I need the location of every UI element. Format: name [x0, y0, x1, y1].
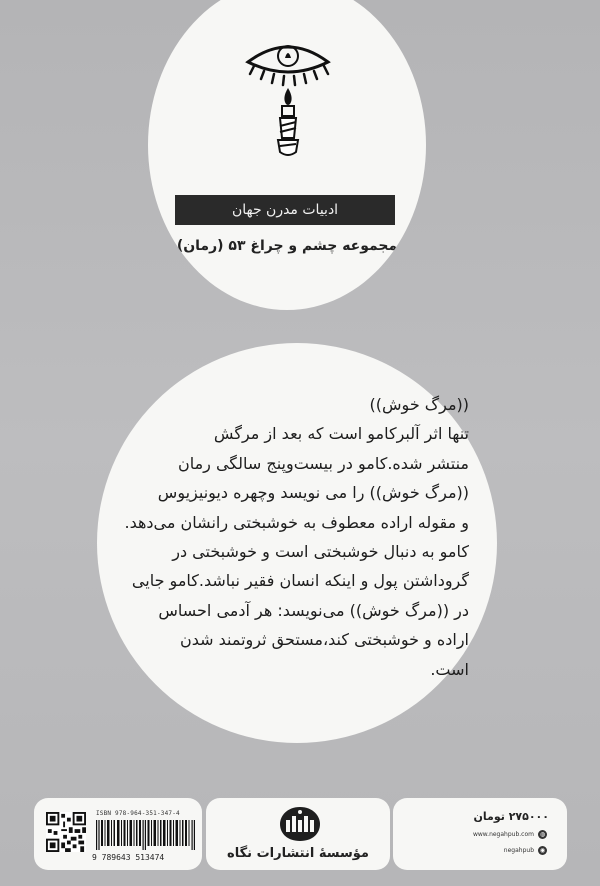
- publisher-name: مؤسسهٔ انتشارات نگاه: [227, 846, 369, 861]
- social-handle: negahpub: [503, 847, 534, 854]
- barcode-panel: [34, 798, 202, 870]
- instagram-icon: ◉: [539, 847, 546, 854]
- qr-code-icon: [46, 812, 86, 852]
- synopsis-line: اراده و خوشبختی کند،مستحق ثروتمند شدن: [179, 630, 469, 650]
- synopsis-line: در ((مرگ خوش)) می‌نویسد: هر آدمی احساس: [158, 600, 469, 620]
- synopsis-text: [125, 390, 469, 684]
- synopsis-line: منتشر شده.کامو در بیست‌وپنج سالگی رمان: [177, 453, 469, 473]
- synopsis-line: و مقوله اراده معطوف به خوشبختی رانشان می‌دهد.: [124, 512, 469, 532]
- isbn-label: ISBN 978-964-351-347-4: [96, 810, 180, 817]
- barcode-icon: [96, 820, 196, 850]
- price-panel: [393, 798, 567, 870]
- price-label: ۲۷۵۰۰۰ تومان: [473, 810, 549, 823]
- synopsis-line: کامو به دنبال خوشبختی است و خوشبختی در: [172, 542, 469, 562]
- synopsis-circle: [97, 343, 497, 743]
- synopsis-line: است.: [430, 659, 469, 679]
- series-title: ادبیات مدرن جهان: [175, 195, 395, 225]
- globe-icon: ◍: [539, 831, 546, 838]
- eye-and-lamp-icon: [240, 22, 336, 162]
- social-row: [504, 846, 547, 855]
- synopsis-line: ((مرگ خوش)) را می نویسد وچهره دیونیزیوس: [157, 483, 469, 503]
- website-row: [473, 830, 547, 839]
- synopsis-line: تنها اثر آلبرکامو است که بعد از مرگش: [213, 424, 469, 444]
- synopsis-line: گروداشتن پول و اینکه انسان فقیر نباشد.کامو جایی: [131, 571, 469, 591]
- website-text: www.negahpub.com: [472, 831, 534, 838]
- negah-logo-icon: [276, 804, 324, 844]
- collection-label: مجموعه چشم و چراغ ۵۳ (رمان): [176, 238, 398, 254]
- barcode-number: 9 789643 513474: [92, 853, 165, 862]
- series-circle: [148, 0, 426, 310]
- synopsis-line: ((مرگ خوش)): [369, 395, 469, 414]
- publisher-panel: [206, 798, 390, 870]
